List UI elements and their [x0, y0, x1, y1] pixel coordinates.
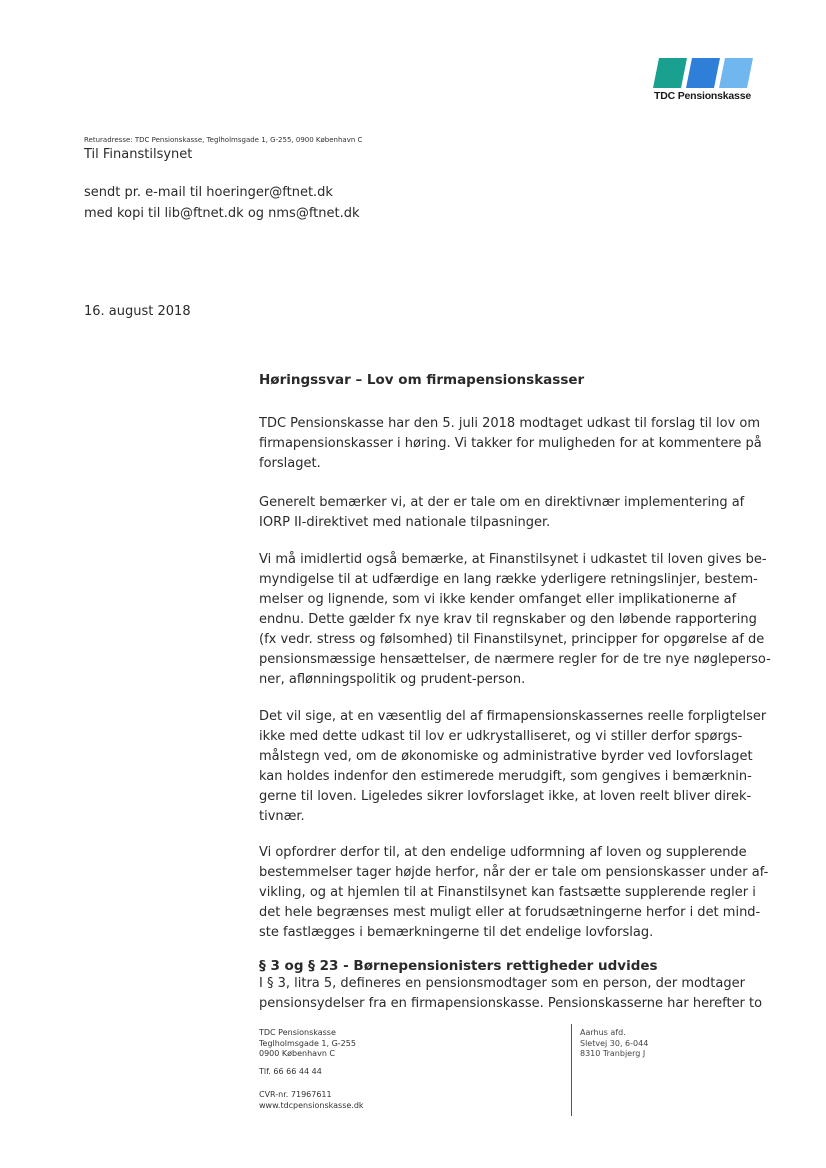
text-line: målstegn ved, om de økonomiske og administrative byrder ved lovforslaget	[259, 749, 753, 764]
footer-line: 0900 København C	[259, 1049, 336, 1058]
logo-block-teal	[653, 58, 687, 88]
text-line: myndigelse til at udfærdige en lang række yderligere retningslinjer, bestem-	[259, 572, 758, 587]
logo-block-lightblue	[719, 58, 753, 88]
logo-block-blue	[686, 58, 720, 88]
logo-shape-lightblue	[719, 58, 753, 88]
return-address: Returadresse: TDC Pensionskasse, Teglholmsgade 1, G-255, 0900 København C	[84, 136, 363, 144]
text-line: kan holdes indenfor den estimerede merudgift, som gengives i bemærknin-	[259, 769, 752, 784]
logo-shape-blue	[686, 58, 720, 88]
text-line: IORP II-direktivet med nationale tilpasninger.	[259, 515, 551, 530]
section-heading: § 3 og § 23 - Børnepensionisters rettigheder udvides	[259, 958, 658, 974]
text-line: (fx vedr. stress og følsomhed) til Finanstilsynet, principper for opgørelse af de	[259, 632, 765, 647]
footer-line: 8310 Tranbjerg J	[580, 1049, 646, 1058]
text-line: I § 3, litra 5, defineres en pensionsmodtager som en person, der modtager	[259, 976, 745, 991]
company-logo	[653, 58, 753, 102]
text-line: pensionsmæssige hensættelser, de nærmere regler for de tre nye nøgleperso-	[259, 652, 771, 667]
text-line: pensionsydelser fra en firmapensionskasse. Pensionskasserne har herefter to	[259, 996, 763, 1011]
letter-subject: Høringssvar – Lov om firmapensionskasser	[259, 372, 585, 388]
logo-text: TDC Pensionskasse	[654, 90, 751, 102]
text-line: vikling, og at hjemlen til at Finanstilsynet kan fastsætte supplerende regler i	[259, 885, 756, 900]
text-line: endnu. Dette gælder fx nye krav til regnskaber og den løbende rapportering	[259, 612, 757, 627]
text-line: Det vil sige, at en væsentlig del af firmapensionskassernes reelle forpligtelser	[259, 709, 767, 724]
footer-address	[259, 1028, 356, 1060]
footer-line: Aarhus afd.	[580, 1028, 626, 1037]
text-line: gerne til loven. Ligeledes sikrer lovforslaget ikke, at loven reelt bliver direk-	[259, 789, 752, 804]
text-line: ner, aflønningspolitik og prudent-person.	[259, 672, 526, 687]
paragraph	[259, 493, 759, 533]
text-line: forslaget.	[259, 456, 321, 471]
text-line: det hele begrænses mest muligt eller at forudsætningerne herfor i det mind-	[259, 905, 761, 920]
text-line: ste fastlægges i bemærkningerne til det endelige lovforslag.	[259, 925, 654, 940]
footer-line: Sletvej 30, 6-044	[580, 1038, 649, 1048]
text-line: firmapensionskasser i høring. Vi takker for muligheden for at kommentere på	[259, 436, 762, 451]
footer-website: www.tdcpensionskasse.dk	[259, 1100, 364, 1110]
text-line: tivnær.	[259, 809, 305, 824]
footer-line: TDC Pensionskasse	[259, 1028, 336, 1037]
paragraph	[259, 414, 762, 474]
text-line: ikke med dette udkast til lov er udkrystalliseret, og vi stiller derfor spørgs-	[259, 729, 743, 744]
paragraph	[259, 707, 767, 827]
letter-date: 16. august 2018	[84, 304, 191, 319]
text-line: melser og lignende, som vi ikke kender omfanget eller implikationerne af	[259, 592, 737, 607]
footer-branch-address	[580, 1028, 648, 1060]
logo-shape-teal	[653, 58, 687, 88]
footer-divider	[571, 1024, 572, 1116]
text-line: Vi må imidlertid også bemærke, at Finanstilsynet i udkastet til loven gives be-	[259, 552, 767, 567]
recipient: Til Finanstilsynet	[84, 147, 193, 162]
footer-line: CVR-nr. 71967611	[259, 1090, 332, 1099]
footer-cvr	[259, 1090, 364, 1111]
text-line: bestemmelser tager højde herfor, når der er tale om pensionskasser under af-	[259, 865, 769, 880]
paragraph	[259, 843, 769, 943]
text-line: Generelt bemærker vi, at der er tale om en direktivnær implementering af	[259, 495, 745, 510]
cc-line: med kopi til lib@ftnet.dk og nms@ftnet.dk	[84, 206, 360, 221]
paragraph	[259, 974, 763, 1014]
footer-line: Teglholmsgade 1, G-255	[259, 1038, 356, 1048]
footer-phone: Tlf. 66 66 44 44	[259, 1067, 322, 1076]
paragraph	[259, 550, 771, 690]
text-line: TDC Pensionskasse har den 5. juli 2018 modtaget udkast til forslag til lov om	[259, 416, 761, 431]
email-line: sendt pr. e-mail til hoeringer@ftnet.dk	[84, 185, 333, 200]
text-line: Vi opfordrer derfor til, at den endelige udformning af loven og supplerende	[259, 845, 747, 860]
